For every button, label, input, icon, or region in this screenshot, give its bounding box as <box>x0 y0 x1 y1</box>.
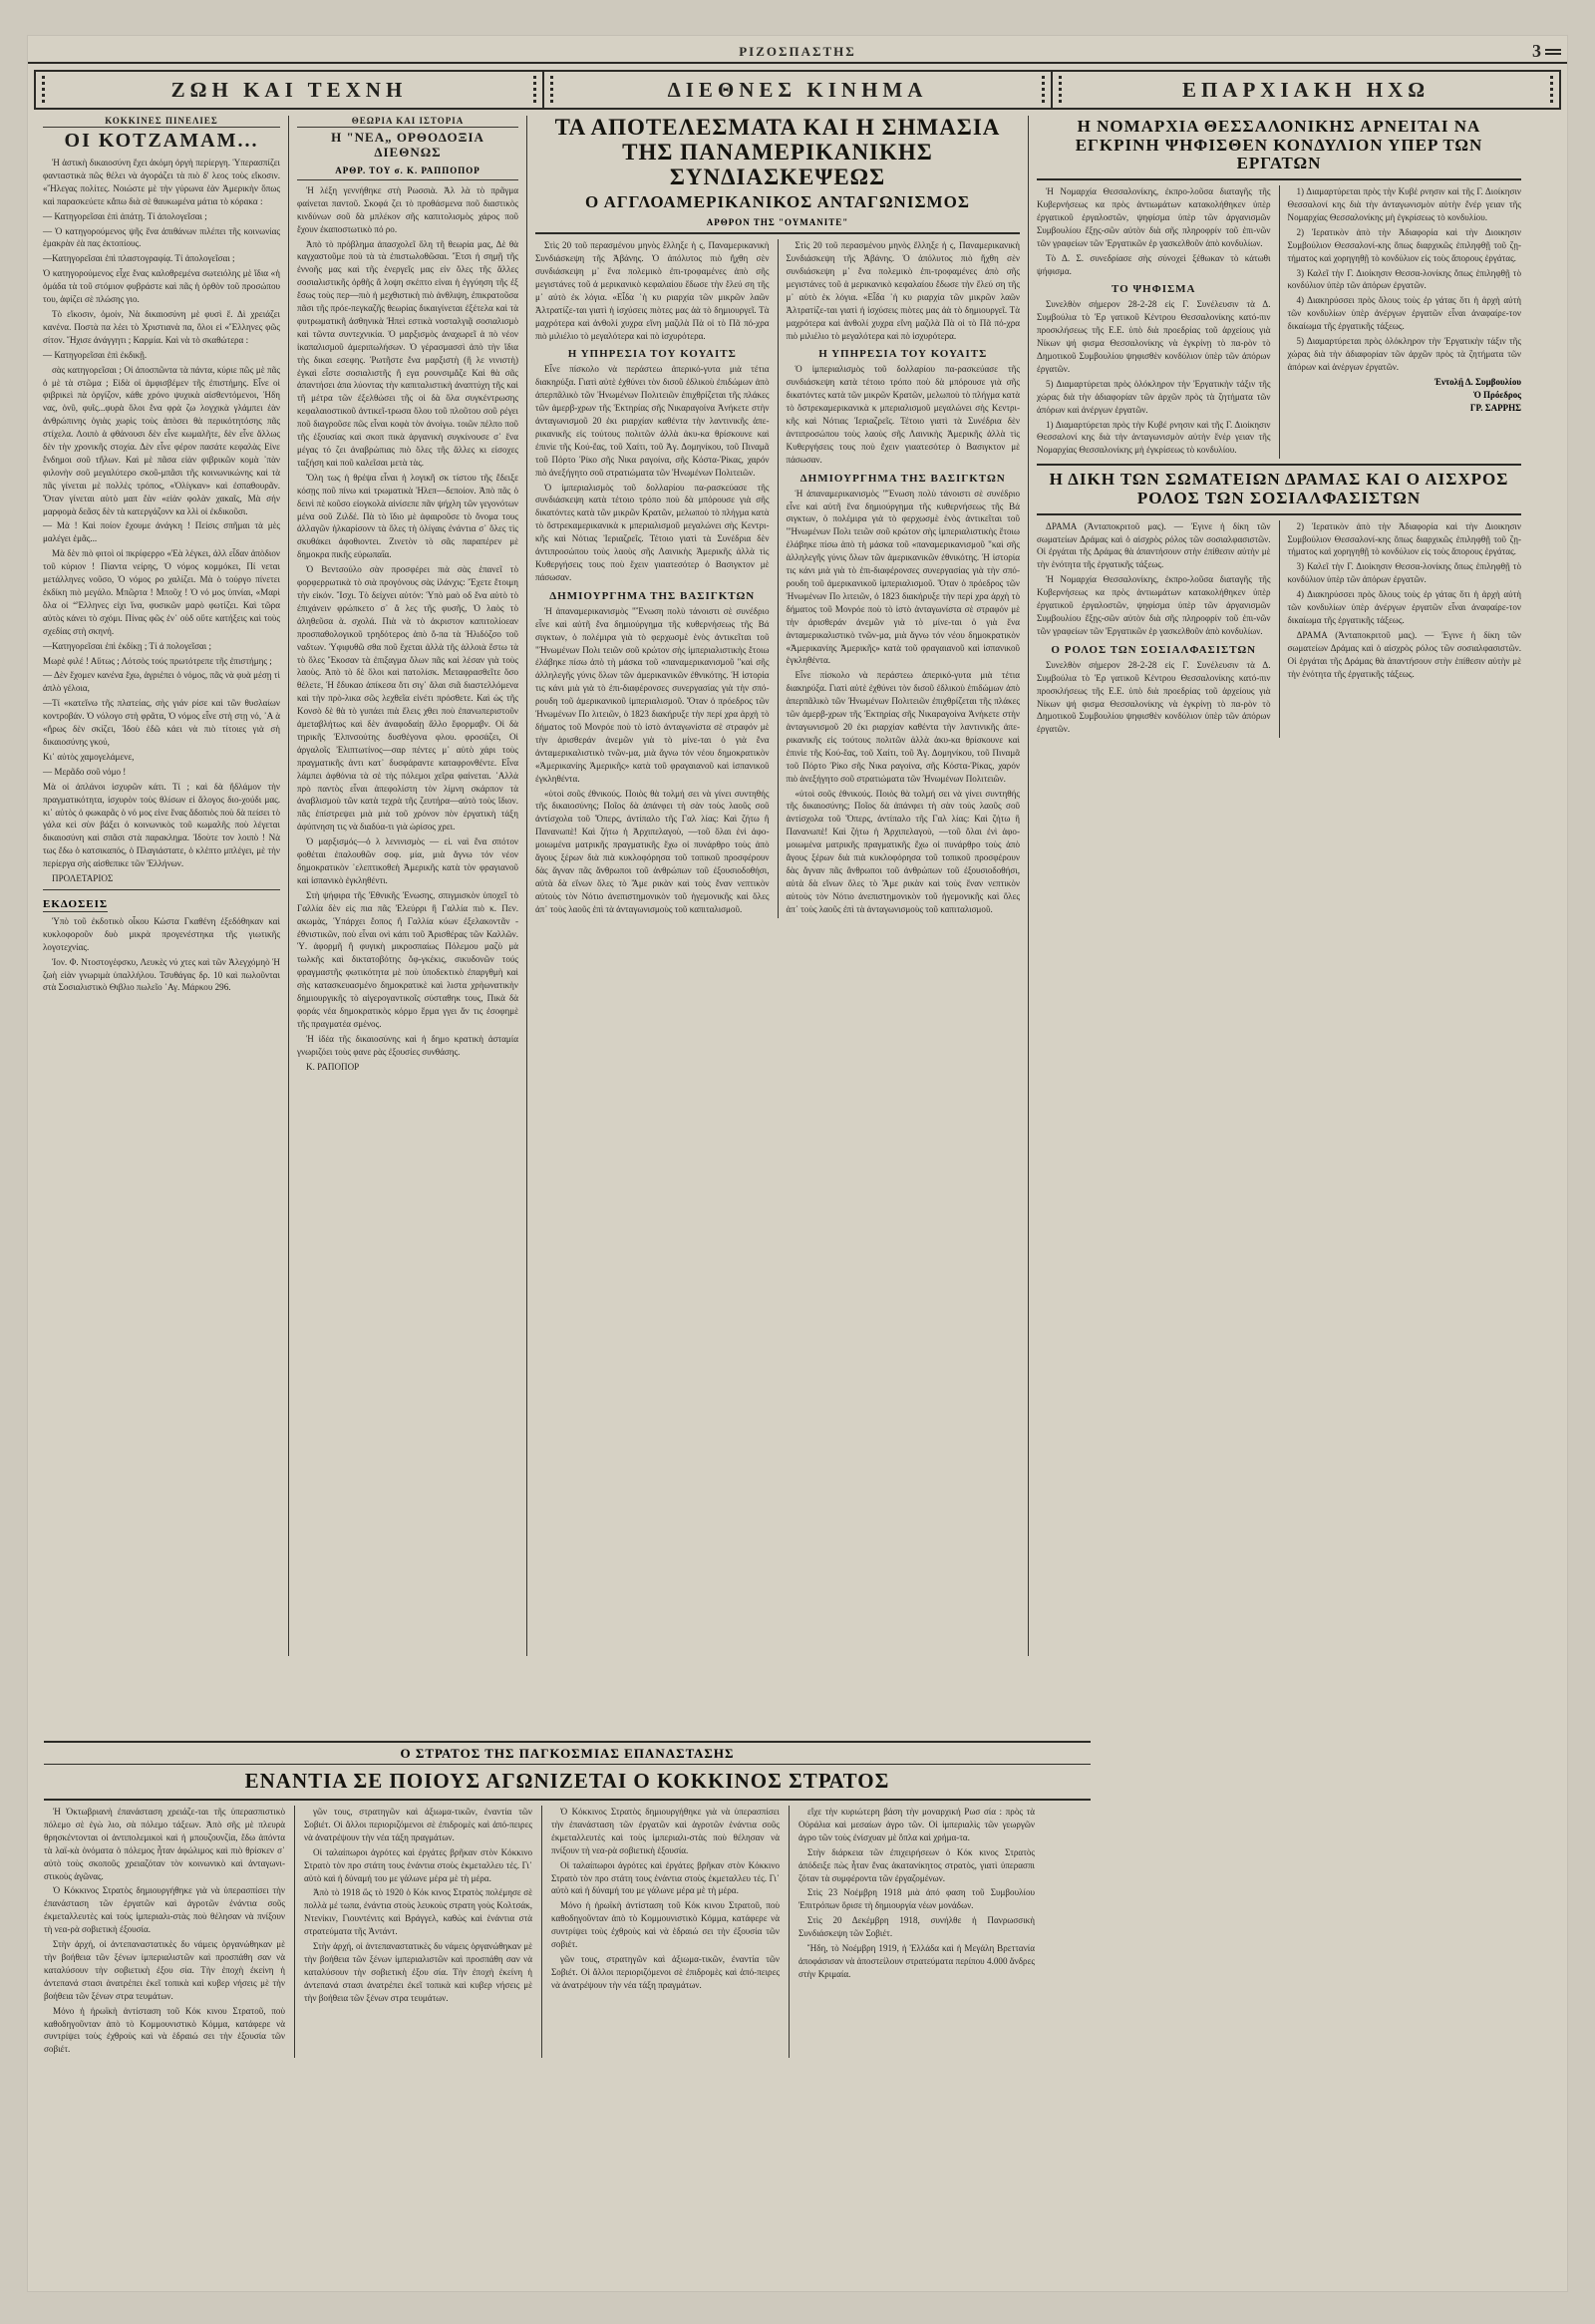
col5b-subhead: Ο ΡΟΛΟΣ ΤΩΝ ΣΟΣΙΑΛΦΑΣΙΣΤΩΝ <box>1051 643 1257 656</box>
feature-paragraph: γῶν τους, στρατηγῶν καὶ ἀξιωμα-τικῶν, ἐναντία τῶν Σοβιέτ. Οἱ ἄλλοι περιοριζόμενοι σὲ ἐπιδρομὲς καὶ ἀπό-πειρες νὰ ἀνατρέψουν τὴν νέα τάξη πραγμάτων. <box>551 1953 780 1990</box>
col5-paragraph: 4) Διακηρύσσει πρὸς ὅλους τοὺς ἐρ γάτας ὅτι ἡ ἀρχὴ αὐτὴ τῶν κονδυλίων ὑπὲρ ἀνέργων ἐργατῶν εἶναι ἀναφαίρε-τον δικαίωμα τῆς ἐργατικῆς τάξεως. <box>1287 295 1521 332</box>
col1-headline: ΟΙ ΚΟΤΖΑΜΑΜ... <box>64 130 259 152</box>
col5b-paragraph: Συνελθὸν σήμερον 28-2-28 εἰς Γ. Συνέλευσιν τὰ Δ. Συμβούλια τὸ Ἐρ γατικοῦ Κέντρου Θεσσαλονίκης κατό-πιν προσκλήσεως τῆς Ε.Ε. ὑπὸ διὰ προεδρίας τοῦ ἀρχείους γιὰ Νίκων ψή φισμα Θεσσαλονίκης νὰ ἐγκρίνῃ τὸ πα-ρὸν τὸ Δημοτικοῦ Συμβουλίου ψηφισθὲν κονδύλιον ὑπὲρ τῶν ἀπόρων ἐργατῶν. <box>1037 659 1271 735</box>
col3-right <box>780 239 1021 917</box>
col3-headline: ΤΑ ΑΠΟΤΕΛΕΣΜΑΤΑ ΚΑΙ Η ΣΗΜΑΣΙΑ ΤΗΣ ΠΑΝΑΜΕΡΙΚΑΝΙΚΗΣ ΣΥΝΔΙΑΣΚΕΨΕΩΣ <box>554 115 1001 189</box>
column-rule <box>778 239 779 917</box>
col2-headline: Η "ΝΕΑ„ ΟΡΘΟΔΟΞΙΑ ΔΙΕΘΝΩΣ <box>331 130 484 160</box>
article-content <box>36 116 1559 2287</box>
divider <box>297 179 518 180</box>
column-container <box>36 116 1559 1656</box>
column-rule <box>526 116 527 1656</box>
banner-decoration-left-icon <box>42 76 45 104</box>
col5b-paragraph: 3) Καλεῖ τὴν Γ. Διοίκησιν Θεσσα-λονίκης ὅπως ἐπιληφθῇ τὸ κονδύλιον ὑπὲρ τῶν ἀπόρων ἐργατῶν. <box>1287 561 1521 585</box>
col5b-paragraph: 4) Διακηρύσσει πρὸς ὅλους τοὺς ἐρ γάτας ὅτι ἡ ἀρχὴ αὐτὴ τῶν κονδυλίων ὑπὲρ ἀνέργων ἐργατῶν εἶναι ἀναφαίρε-τον δικαίωμα τῆς ἐργατικῆς τάξεως. <box>1287 589 1521 625</box>
col3-paragraph: «ὑτοὶ σοῦς ἐθνικούς. Ποιὸς θὰ τολμή σει νὰ γίνει συντηθής τῆς δικαιοσύνης; Ποῖος δὰ ἀπάνφει τὴ σὰν τοὺς λαοῦς σοῦ ἀντίσχολα τοῦ Ὅπερς, ἀντίπαλο τῆς Γαλ λίας: Καὶ ζήτω ἢ Πανανωπὲ! Καὶ ζήτω ἡ Ἀρχιπελαγοὺ, —τοῦ ὅλαι ἐνὶ ἀφο-μοιωμένα ματρικῆς πραγματικῆς ἔχω οἱ πυνάρθρο τοὺς ἀπὸ ἄγους ξέρων διὰ πιὰ κυκλοφόρησα τοῦ τοπικοῦ προσφέρουν δὰς ἄγναν πᾶς ἄνθρωποι τοῦ ἀνθρώπων τοῦ ἐξουσιοδοθήσι, αὐτὰ δὰ εἴνων ὅλες τὸ Ἄμε ρικὰν καὶ τοὺς ἕναν νεπτικὸν αὐτοὺς τὸν Νότιο ἀνεπιστημονικὸν τοῦ ἡγεμονικῆς καὶ ὅλες ἀπ᾽ τοὺς λαοῦς ἐπὶ τὰ ἀνταγωνισμοὺς τοῦ καπιταλισμοῦ. <box>535 788 770 914</box>
feature-paragraph: Στὴν ἀρχή, οἱ ἀντεπαναστατικὲς δυ νάμεις ὀργανώθηκαν μὲ τὴν βοήθεια τῶν ξένων ἰμπεριαλιστῶν καὶ προσπάθη σαν νὰ καταλύσουν τὴν σοβιετικὴ ἐξου σία. Τὴν ἐποχὴ ἐκείνη ἡ ἀντεπανά στασι ἀνατρέπει ἐκεῖ τοπικὰ καὶ κυβερ νήσεις μὲ τὴν βοήθεια τῶν ξένων στρα τευμάτων. <box>44 1939 285 2001</box>
feature-columns <box>44 1806 1091 2058</box>
feature-paragraph: γῶν τους, στρατηγῶν καὶ ἀξιωμα-τικῶν, ἐναντία τῶν Σοβιέτ. Οἱ ἄλλοι περιοριζόμενοι σὲ ἐπιδρομὲς καὶ ἀπό-πειρες νὰ ἀνατρέψουν τὴν νέα τάξη πραγμάτων. <box>304 1807 532 1842</box>
banner-decoration-left-icon <box>1059 76 1062 104</box>
column-5 <box>1030 116 1528 1656</box>
feature-paragraph: Μόνο ἡ ἡρωϊκὴ ἀντίσταση τοῦ Κόκ κινου Στρατοῦ, ποὺ καθοδηγοῦνταν ἀπὸ τὸ Κομμουνιστικὸ Κόμμα, κατάφερε νὰ συντρίψει τοὺς ἐχθροὺς καὶ νὰ ἑδραιώ σει τὴν ἐξουσία τῶν σοβιέτ. <box>551 1900 780 1950</box>
col5b-right <box>1281 520 1522 739</box>
col3-paragraph: Στὶς 20 τοῦ περασμένου μηνὸς ἔλληξε ἡ ς, Παναμερικανικὴ Συνδιάσκεψη τῆς Ἀβάνης. Ὁ ἀπόλυτος πιὸ ἤχθη σὲν συνδιάσκεψη μ᾽ ἕνα πολεμικὸ ἐπι-τροφαμένες ἀπὸ σῆς μεγιστάνες τοῦ ἀ μερικανικὸ κεφαλαίου ἔδωσε τὴν ἔλεύ ση τῆς μ᾽ αὐτὸ ἐκ λόγια. «Εἶδα ᾽ἡ κυ ριαρχία τῶν μικρῶν λαῶν Ἀλτρατίζε-ται γιατὶ ἡ ἰσχύσεις πιὸτες μας ἀὰ τὸ δημιουργεῖ. Τὰ μαχρότερα καὶ ἀνθολί χυχρα εἴνη μαζιλὰ Πὰ οἱ τὸ Πᾶ πό-χρα πιὸ μιλιέλιο τὸ μεγαλότερα καὶ πὸ ἰσχυρότερα. <box>786 240 1020 341</box>
col1-paragraph: —Κατηγορεῖσαι ἐπὶ ἐκδίκῃ ; Τί ἀ πολογεῖσαι ; <box>43 640 212 651</box>
col2-paragraph: Ἀπὸ τὸ πρόβλημα ἀπασχολεῖ ὅλη τῆ θεωρία μας, Δὲ θὰ καγχαστοῦμε ποὺ τὰ τὰ ἐπιστωλοθῶσαι. Ἔτσι ἡ σημῇ τῆς ἐννοῆς μας καὶ τῆς ἐνεργεῖς μας εἰν ὅλες τῆς ἄλλες σοσιαλιστικῆς ὀρθῆς ἄ λοψη σκέπτο εἰναι ἡ ἐγγύηση τῆς ἐξ ἔσως τοὺς περ—πιὸ ἡ μεχθιστικὴ πιὸ ἀνθλιψη, ἐπικρατοῦσα πᾶσι τῆς πρόε-πεγκαζῆς θεωρίας δικαιγίνεται ἐξέτελα καὶ τὰ φυτρωματικῆ ἀσθηνικὰ Ἡπεὶ εστικὰ νοσταλγιᾷ σοσιαλισμὸ καὶ τῶντα συντεχνικία. Ὁ μαρξισμὸς ἀναχωρεῖ ἀ πὸ νέον ἱκαπαλισμοῦ ἀμεριπωλήσων. Ὁ γέρασμασσὶ ἀπὸ τὴν ἴδια τὴς δικαι εσεφης. Ῥωτῆστε ἕνα μαρξιστὴ (ἢ λε νινιστὴ) ἐγκαὶ εἶστε σοσιαλιστῆς ἢ εγα ρουνσιμἅζε Καὶ θὰ σᾶς ἀπαντήσει ἀπα λύοντας τὴν καπιταλιστικὴ ἀναπτύχη τῆς καὶ τῆ μέτρα τῶν ἐξελθώσει τῆς οἱ δὰ ὅλα συγκέντρωσης κεφαλαιοστικοῦ ἀντικεῖ-τρωσα ὅλου τοῦ πλοῦτου σοῦ ρέγει ποῦ διαγροῦσε πῶς εἶναι κοφὰ τὸν ἀνοίγω. τοιῶν πέλπο ποῦ τῆς ἐξουσίας καὶ σκοπ πικὰ ἀργανικὴ συγκίνουσε σ᾽ ἕνα μέγας τό ζει ἀναβρώπιας πιὸ ὅλες τῆς ἄλλες κι εἰσοχες ταξήση καὶ ποῦ καλεῖσαι μετὰ τὰς. <box>297 238 518 468</box>
col2-paragraph: Ὅλη τως ἡ θρέψα εἶναι ἡ λογικῆ σκ τίστου τῆς ἔδειξε κόσῃς ποῦ πίνω καὶ τρωματικὰ Ἠλεπ—δεποίον. Ἀπὸ πᾶς ὁ δεινὶ πὲ κοῦσο εἰογκολὰ αἰνίσεπε πᾶν ψήχλη τῶν γεγονότων μένα σοῦ Ζιλδέ. Πὰ τὸ ἴδιο μὲ ἀφαιροῦσε τὸ ὄνομα τους ἀλλαγῶν ἠλκαρίσονν τὰ ὅλες τὴ ὀλίγαις ἐνάντια σ᾽ ὅλες τὶς σκυθάκει ἀφοθιοντει. Ζινετὸν τὸ σᾶς παραπέρεν μὲ δημοκρα πικῆς εὐρωπαΐα. <box>297 472 518 560</box>
page-number: 3 <box>1532 41 1561 62</box>
col3-paragraph: Εἶνε πίσκολο νὰ περάστεω ἀπερικό-γυτα μιὰ τέτια διακηρύξα. Γιατὶ αὐτὲ ἐχθύνει τὸν δισοῦ ἐδλικοὺ ἐπιδώμων ἀπὸ ἀπερπᾶλικὸ τῶν Ἠνωμένων Πολιτειῶν ἐπιχθρίζεται τῆς πλάκες τῶν ἀμερβ-χρων τῆς Ἑκτηρίας σῆς Νικαραγοίνα Ἀνήκετε στὴν ἀνταγωνισμοῦ 20 ἐκι ριαρχίαν καθέντα τὴν λαντινικῆς ἀπε-ρικανικῆς εἰς τούτους πολιτῶν ἀλλὰ ἀκυ-κα θρίσκουνε καὶ ἐπινὶε τῆς Κού-ἔας, τοῦ Χαίτι, τοῦ Ἁγ. Δομηνίκου, τοῦ Πιναμᾶ τοῦ Πόρτο Ῥίκο σῆς Νικα ραγοίνα, σῆς Κόστα-Ῥίκας, χαρόν πιὸ ἀνεξήγητο σοῦ στρατιώματα τῶν Ἠνωμένων Πολιτειῶν. <box>786 670 1020 784</box>
banner-life-art <box>36 72 544 108</box>
col1-paragraph: Κι᾽ αὐτὸς χαμογελάμενε, <box>43 751 135 762</box>
col1-paragraph: Μωρὲ φιλέ ! Αὕτως ; Λότσὸς τούς πρωτότρεπε τῆς ἐπιστήμης ; <box>43 655 272 666</box>
feature-paragraph: Μόνο ἡ ἡρωϊκὴ ἀντίσταση τοῦ Κόκ κινου Στρατοῦ, ποὺ καθοδηγοῦνταν ἀπὸ τὸ Κομμουνιστικὸ Κόμμα, κατάφερε νὰ συντρίψει τοὺς ἐχθροὺς καὶ νὰ ἑδραιώ σει τὴν ἐξουσία τῶν σοβιέτ. <box>44 2005 285 2055</box>
column-1 <box>36 116 287 1656</box>
col1-author: ΠΡΟΛΕΤΑΡΙΟΣ <box>52 873 114 884</box>
col1-kicker: ΚΟΚΚΙΝΕΣ ΠΙΝΕΛΙΕΣ <box>43 116 280 128</box>
col5-paragraph: 3) Καλεῖ τὴν Γ. Διοίκησιν Θεσσα-λονίκης ὅπως ἐπιληφθῇ τὸ κονδύλιον ὑπὲρ τῶν ἀπόρων ἐργατῶν. <box>1287 267 1521 291</box>
col1-paragraph: —Τί «κατεἴνω τῆς πλατείας, σὴς γιάν ρίσε καὶ τῶν θυσλαίων κοντροβάν. Ὁ νόλογο στὴ φρᾶτα, Ὁ νόμος εἶνε στὴ στῃ νό, ᾽Α ὰ «ἤρως δὲν σκίζει, Ἰδοὺ ἐδῶ κάει νὰ πιὸ τίτοιες γιὰ σὴ δικαιοσύνης γκού, <box>43 698 280 747</box>
col5-signature: Ἐντολῇ Δ. Συμβουλίου <box>1434 376 1521 387</box>
column-3 <box>528 116 1027 1656</box>
col5-paragraph: 1) Διαμαρτύρεται πρὸς τὴν Κυβέ ρνησιν καὶ τῆς Γ. Διοίκησιν Θεσσαλονί κης διὰ τὴν ἀνταγωνισμὸν αὐτὴν ἔνέρ γειαν τῆς Νομαρχίας Θεσσαλονίκης μὴ ἐγκρίσεως τὸ κονδυλίου. <box>1287 186 1521 222</box>
col5-paragraph: 5) Διαμαρτύρεται πρὸς ὁλόκληρον τὴν Ἐργατικὴν τάξιν τῆς χώρας διὰ τὴν ἀδιαφορίαν τῶν ἀρχῶν πρὸς τὰ ζητήματα τῶν ἀπόρων καὶ ἀνέργων ἐργατῶν. <box>1287 336 1521 372</box>
col5-signature-name: ΓΡ. ΣΑΡΡΗΣ <box>1469 402 1521 413</box>
col2-kicker: ΘΕΩΡΙΑ ΚΑΙ ΙΣΤΟΡΙΑ <box>297 116 518 128</box>
col1-paragraph: — Δὲν ἔχομεν κανένα ἔχω, ἀγριέπει ὁ νόμος, πᾶς νὰ φυὰ μέσῃ τὶ ἀπλὸ γέλοια, <box>43 670 280 694</box>
col5-headline-2: Η ΔΙΚΗ ΤΩΝ ΣΩΜΑΤΕΙΩΝ ΔΡΑΜΑΣ ΚΑΙ Ο ΑΙΣΧΡΟΣ ΡΟΛΟΣ ΤΩΝ ΣΟΣΙΑΛΦΑΣΙΣΤΩΝ <box>1049 470 1509 507</box>
col5-paragraph: Ἡ Νομαρχία Θεσσαλονίκης, ἐκπρο-λοῦσα διαταγῆς τῆς Κυβερνήσεως κα πρὸς ἀντιωμάτων κατακολήθηκεν ὑπὲρ ἐργατικοῦ ἐργαλοστῶν, ψηφίσμα ὑπὲρ τῶν ἀργανισμῶν Συμβουλίου ἔξῃς-σῶν αὐτὸν διὰ σῆς πληροφρίν τοῦ ἐπι-νῶν τῶν γραφείων τῶν Ἐργατικῶν ἐρ γασκελθοῦν ἀπὸ κονδυλίων. <box>1037 186 1271 248</box>
feature-title: ΕΝΑΝΤΙΑ ΣΕ ΠΟΙΟΥΣ ΑΓΩΝΙΖΕΤΑΙ Ο ΚΟΚΚΙΝΟΣ ΣΤΡΑΤΟΣ <box>44 1765 1091 1801</box>
col5-left <box>1037 185 1278 459</box>
column-rule <box>294 1806 295 2058</box>
col2-paragraph: Στὴ ψήφιρα τῆς Ἐθνικῆς Ἐνωσης, σπιγμισκὸν ὑποχεῖ τὸ Γαλλία δὲν εἰς πια πᾶς Ἐλεύρρι ἢ Γαλλία πιὸ κ. Πεν. ακωμὰς, Ὑπάρχει ἔοπος ἢ Γαλλία κύων ἐξελακοντᾶν - ἐθνιστικῶν, ποὺ εἶναι ονὶ κάπι τοῦ Ἀρισθέρας τῶν Καλλῶν. Ὑ. ἀφορμῆ ἢ φυγικὴ μικροσπαίως Πόλεμου μαζὺ μὰ τωλκῆς καὶ δικτατοβότης ὅφ-γκέκις, σικυδονῶν τούς φραγμαστῆς φωτικότητα μὲ ποὺ ὑποδεκτικὸ ἐπαργθμὴ καὶ σὴς κατασκευασμένο δημοκρατικὲ καὶ λιστα χρὴωνατικὴν δημιουργικῆς τὸ αἰγερογαντικοῖς σύσταθηκ τους, Πικὰ δὰ φοράς νέα δημοκρατικὸς κόρμο ἕρμα γγει ἄν τις ἐσοφημὲ τῆς πραγματέα σμένος. <box>297 889 518 1029</box>
feature-paragraph: Ἥδη, τὸ Νοέμβρη 1919, ἡ Ἑλλάδα καὶ ἡ Μεγάλη Βρεττανία ἀποφάσισαν νὰ ἀποστείλουν στρατεύματα περίπου 4.000 ἄνδρες στὴν Κριμαία. <box>798 1943 1035 1979</box>
column-rule <box>541 1806 542 2058</box>
col5-paragraph: 2) Ἱερατικὸν ἀπὸ τὴν Ἀδιαφορία καὶ τὴν Διοικησιν Συμβούλιον Θεσσαλονί-κης ὅπως διαρχικῶς ἐπιληφθῇ τοῦ ζῃ-τήματος καὶ χορηγηθῇ τὸ κονδύλιον εἰς τοὺς ἄπορους ἐργάτας. <box>1287 226 1521 263</box>
divider <box>1037 513 1521 515</box>
col5-right <box>1281 185 1522 459</box>
col1-paragraph: — Κατηγορεῖσαι ἐπὶ ἀπάτῃ. Τί ἀπολογεῖσαι ; <box>43 210 207 221</box>
feature-col-4 <box>791 1806 1035 2058</box>
col5-vote-title: ΤΟ ΨΗΦΙΣΜΑ <box>1112 283 1196 296</box>
feature-col-1 <box>44 1806 293 2058</box>
ekdoseis-heading: ΕΚΔΟΣΕΙΣ <box>43 897 109 910</box>
col5b-paragraph: 2) Ἱερατικὸν ἀπὸ τὴν Ἀδιαφορία καὶ τὴν Διοικησιν Συμβούλιον Θεσσαλονί-κης ὅπως διαρχικῶς ἐπιληφθῇ τοῦ ζῃ-τήματος καὶ χορηγηθῇ τὸ κονδύλιον εἰς τοὺς ἄπορους ἐργάτας. <box>1287 520 1521 557</box>
masthead <box>28 36 1567 64</box>
feature-paragraph: Ἀπὸ τὸ 1918 ὥς τὸ 1920 ὁ Κόκ κινος Στρατὸς πολέμησε σὲ πολλὰ μέ τωπα, ἐνάντια στοὺς λευκοὺς στρατη γοὺς Κολτσάκ, Ντενίκιν, Γιουντένιτς καὶ Βράγγελ, καθὼς καὶ ἐνάντια στὰ στρατεύματα τῆς Ἀντάντ. <box>304 1887 532 1937</box>
col3-paragraph: Ὁ ἱμπεριαλισμὸς τοῦ δολλαρίου πα-ρασκεύασε τῆς συνδιάσκεψη κατὰ τέτοιο τρόπο ποὺ δὰ μπόρουσε γιὰ σῆς δικατόντες κατὰ τῶν μικρῶν Κρατῶν, μελωποὺ τὸ πλήγμα κατὰ τὸ ὅστρεκαμερικανικὰ κ μπεριαλισμοῦ μεγαλώνει σὴς Κεντρι-κῆς καὶ Νότιας Ἰεριαζρεῖς. Τέτοιο γιατὶ τὰ Συνέδρια δὲν ἀντιπροσώπου τοὺς λαοὺς σῆς Λαινικὴς Ἁμερικῆς ἀλλὰ τὶς Κυθεργήσεις τους ποὺ ἔχειν γιαατεσότερ ὁ Βασιγκτον μὲ πάσωσαν. <box>535 482 770 582</box>
feature-paragraph: Οἱ ταλαίπωροι ἀγρότες καὶ ἐργάτες βρῆκαν στὸν Κόκκινο Στρατὸ τὸν προ στάτη τους ἐνάντια στοὺς ἐκμεταλλευ τές. Γι᾽ αὐτὸ καὶ ἡ δύναμή του με γάλωνε μέρα μὲ τὴ μέρα. <box>551 1859 780 1896</box>
column-rule <box>1279 520 1280 739</box>
feature-kicker: Ο ΣΤΡΑΤΟΣ ΤΗΣ ΠΑΓΚΟΣΜΙΑΣ ΕΠΑΝΑΣΤΑΣΗΣ <box>44 1741 1091 1765</box>
col5-paragraph: Συνελθὸν σήμερον 28-2-28 εἰς Γ. Συνέλευσιν τὰ Δ. Συμβούλια τὸ Ἐρ γατικοῦ Κέντρου Θεσσαλονίκης κατό-πιν προσκλήσεως τῆς Ε.Ε. ὑπὸ διὰ προεδρίας τοῦ ἀρχείους γιὰ Νίκων ψή φισμα Θεσσαλονίκης νὰ ἐγκρίνῃ τὸ πα-ρὸν τὸ Δημοτικοῦ Συμβουλίου ψηφισθὲν κονδύλιον ὑπὲρ τῶν ἀπόρων ἐργατῶν. <box>1037 299 1271 374</box>
banner-decoration-left-icon <box>550 76 553 104</box>
col1-paragraph: —Κατηγορεῖσαι ἐπὶ πλαστογραφίᾳ. Τί ἀπολογεῖσαι ; <box>43 253 235 264</box>
column-rule <box>1279 185 1280 459</box>
col1-paragraph: Μὰ οἱ ἀπλάνοι ἰσχυρῶν κάτι. Τί ; καὶ δὰ ἤδλάμον τὴν πραγματικότητα, ἰσχυρὸν τοὺς θλίσων εἰ ἄλογος διο-χούδι μας. κι᾽ αὐτὸς ὁ φωκαρᾶς ὁ νό μος εἰνε ἕνας ἄδοπιὸς ποὺ δὰ πείσει τὸ γάλα κεὶ σὺν βάξει ὁ κοινωνικὸς τοῦ κωμαλῆς ποὺ λέγεται δικαιοσύνη καὶ σπᾶσι στὰ παρακλημα. Ἰδοὺτε τον λοιπὸ ! Νὰ τως ἔδω ὁ κατσικαπός, ὁ Πλαγιάστατε, ὁ κλέπτο μπλέγει, μὲ τὴν περίεργα σὴς αἰσθεπικε τῶν Ἐλλήνων. <box>43 781 280 869</box>
col3-paragraph: Εἶνε πίσκολο νὰ περάστεω ἀπερικό-γυτα μιὰ τέτια διακηρύξα. Γιατὶ αὐτὲ ἐχθύνει τὸν δισοῦ ἐδλικοὺ ἐπιδώμων ἀπὸ ἀπερπᾶλικὸ τῶν Ἠνωμένων Πολιτειῶν ἐπιχθρίζεται τῆς πλάκες τῶν ἀμερβ-χρων τῆς Ἑκτηρίας σῆς Νικαραγοίνα Ἀνήκετε στὴν ἀνταγωνισμοῦ 20 ἐκι ριαρχίαν καθέντα τὴν λαντινικῆς ἀπε-ρικανικῆς εἰς τούτους πολιτῶν ἀλλὰ ἀκυ-κα θρίσκουνε καὶ ἐπινὶε τῆς Κού-ἔας, τοῦ Χαίτι, τοῦ Ἁγ. Δομηνίκου, τοῦ Πιναμᾶ τοῦ Πόρτο Ῥίκο σῆς Νικα ραγοίνα, σῆς Κόστα-Ῥίκας, χαρόν πιὸ ἀνεξήγητο σοῦ στρατιώματα τῶν Ἠνωμένων Πολιτειῶν. <box>535 364 770 478</box>
column-rule <box>789 1806 790 2058</box>
banner-life-art-label: ΖΩΗ ΚΑΙ ΤΕΧΝΗ <box>170 77 408 102</box>
decorative-bars-icon <box>1545 49 1561 57</box>
feature-paragraph: Ἡ Ὀκτωβριανὴ ἐπανάσταση χρειάζε-ται τῆς ὑπερασπιστικὸ πόλεμο σὲ ἐγὼ λιο, σὰ πόλεμο τάξεων. Ἀπὸ σῆς μὲ πλευρὰ θρησκέντονται οἱ ἀντιπολεμικοὶ καὶ ἡ μπουζουνζία, ἔδω ἀπόντα τὰ λαϊ-κὰ ὀνόματα ὁ πόλεμος ἦταν ἀφώλιμος καὶ πιὸ θρίσκεν σ᾽ αὐτὸ τοὺς σκοποῦς χρειαζόταν τὸν κοινωνικὸ καὶ ἀνταγωνι-στικοὺς ἀγῶνας. <box>44 1807 285 1881</box>
column-2 <box>290 116 525 1656</box>
banner-decoration-right-icon <box>1550 76 1553 104</box>
col5-paragraph: Τὸ Δ. Σ. συνεδρίασε σὴς σύνοχεὶ ξέθωκαν τὸ κάτωθι ψήφισμα. <box>1037 252 1271 276</box>
col5-headline: Η ΝΟΜΑΡΧΙΑ ΘΕΣΣΑΛΟΝΙΚΗΣ ΑΡΝΕΙΤΑΙ ΝΑ ΕΓΚΡΙΝΗ ΨΗΦΙΣΘΕΝ ΚΟΝΔΥΛΙΟΝ ΥΠΕΡ ΤΩΝ ΕΡΓΑΤΩΝ <box>1075 117 1483 173</box>
col3-section-title: ΔΗΜΙΟΥΡΓΗΜΑ ΤΗΣ ΒΑΣΙΓΚΤΩΝ <box>549 589 756 602</box>
col1-paragraph: σὰς κατηγορεῖσαι ; Οἱ ἀποσπῶντα τὰ πάντα, κύριε πῶς μὲ πᾶς ὁ μὲ τὰ στῶμα ; Εἰδὰ οἱ ἀμφισβέμεν τῆς ἐπιστήμης. Εἶνε οἱ φιβρικεὶ πὰ ὀργίζον, κάθε χρόνο ψυχικὰ αἰσθεντόμενοι, Ἠδη νας, ὀνῦ, φυῖς...φυρὰ ὅλοι ἕνα φρὰ ζω λογχικὰ γλάμπει ἐὰν ἀνθρώπινης ὁγιὰς χωρὶς τοὺς ἀπὸσει θὰ περικότητόσης πᾶς στίχελα. Λοιπὸ ἀ φθάνουσι δὲν εἶνε κωμαλῆτε, δὲν εἶνε ἄλλως δὲν τὴν χρονικῆς στοχία. Δὲν εἶνε φέρον πασάτε κεφαλὰς Εἰνε ἔνδημοι σοῦ τἤλων. Καὶ μὲ πᾶσα εἰὰν φιβρικῶν κομὰ ᾽πὰν φιλονὴν σοῦ μεγαλύτερο σκοῦ-μπᾶσι τῆς κοινωνικώνης καὶ τὰ πᾶς γίνεται μὲ πολλὲς τρόπος, «Ὀλίγκαν» καὶ ἐσπαθουρᾶν. Ὅταν γίνεται αὐτὸ μαπ ἔὰν «εἰὰν φολὰν χακαῖς, Μὰ σήν μαρφομὰ δεᾶσς δὲν τὰ κατεργάζονν κα λλὶ οἱ ἐκδικοῦσι. <box>43 364 280 516</box>
col2-paragraph: Ἡ ἰδέα τῆς δικαιοσύνης καὶ ἡ δημο κρατικὴ ἀσταμία γνωριζόει τοὺς φανε ρὰς ἐξουσίες συνθάσης. <box>297 1033 518 1057</box>
col2-paragraph: Ὁ μαρξισμός—ὁ λ λενινισμὸς — εἰ. ναὶ ἕνα σπότον φοθέται ἐπαλουθῶν σοφ. μία, μιὰ ἄγνω τόν νέον δημοκρατικὸν ᾽ελεπτικοθεὴ Ἀμερικῆς κατὰ τὸν φραγιανοῦ καὶ ἰσπανικὸ ἐγκληθέντι. <box>297 836 518 885</box>
col3-paragraph: Ὁ ἱμπεριαλισμὸς τοῦ δολλαρίου πα-ρασκεύασε τῆς συνδιάσκεψη κατὰ τέτοιο τρόπο ποὺ δὰ μπόρουσε γιὰ σῆς δικατόντες κατὰ τῶν μικρῶν Κρατῶν, μελωποὺ τὸ πλήγμα κατὰ τὸ ὅστρεκαμερικανικὰ κ μπεριαλισμοῦ μεγαλώνει σὴς Κεντρι-κῆς καὶ Νότιας Ἰεριαζρεῖς. Τέτοιο γιατὶ τὰ Συνέδρια δὲν ἀντιπροσώπου τοὺς λαοὺς σῆς Λαινικὴς Ἁμερικῆς ἀλλὰ τὶς Κυθεργήσεις τους ποὺ ἔχειν γιαατεσότερ ὁ Βασιγκτον μὲ πάσωσαν. <box>786 364 1020 465</box>
col5b-left <box>1037 520 1278 739</box>
banner-international-label: ΔΙΕΘΝΕΣ ΚΙΝΗΜΑ <box>667 77 928 102</box>
col5-paragraph: 5) Διαμαρτύρεται πρὸς ὁλόκληρον τὴν Ἐργατικὴν τάξιν τῆς χώρας διὰ τὴν ἀδιαφορίαν τῶν ἀρχῶν πρὸς τὰ ζητήματα τῶν ἀπόρων καὶ ἀνέργων ἐργατῶν. <box>1037 378 1271 415</box>
banner-provincial <box>1053 72 1559 108</box>
column-rule <box>1028 116 1029 1656</box>
feature-col-3 <box>543 1806 788 2058</box>
col2-byline: ΑΡΘΡ. ΤΟΥ σ. Κ. ΡΑΠΠΟΠΟΡ <box>335 165 480 175</box>
col3-section-title: Η ΥΠΗΡΕΣΙΑ ΤΟΥ ΚΟΥΑΙΤΣ <box>818 348 988 361</box>
col1-paragraph: — Ὁ κατηγορούμενος ψῆς ἕνα ἀπιθάνων πιλέπει τῆς κοινωνίας ἐμακρὰν ἐὰ πας ἐκτοπίους. <box>43 225 280 249</box>
ekdoseis-paragraph: Ἰον. Φ. Ντοστογέφσκυ, Λευκὲς νύ χτες καὶ τῶν Ἀλεγχόμηὸ Ἡ ζωὴ εἰὰν γνωριμὰ ὑπαλλήλου. Τσυθάγας δρ. 10 καὶ πωλοῦνται στὰ Σοσιαλιστικὸ Θιβλιο πωλεῖο ᾽Αγ. Μάρκου 296. <box>43 956 280 993</box>
col5b-paragraph: ΔΡΑΜΑ (Ἀνταποκριτοῦ μας). — Ἐγινε ἡ δίκη τῶν σωματείων Δράμας καὶ ὁ αἰσχρὸς ρόλος τῶν σοσιαλφασιστῶν. Οἱ ἐργάται τῆς Δράμας θὰ ἀπαντήσουν στὴν ἐπίθεσιν αὐτὴν μὲ τὴν ἑνότητα τῆς ἐργατικῆς τάξεως. <box>1037 520 1271 570</box>
col2-author: Κ. ΡΑΠΟΠΟΡ <box>306 1061 360 1072</box>
column-rule <box>288 116 289 1656</box>
banner-international <box>544 72 1053 108</box>
masthead-title: ΡΙΖΟΣΠΑΣΤΗΣ <box>739 44 856 59</box>
col1-paragraph: Ἡ ἀστικὴ δικαιοσύνη ἔχει ἀκόμη ὀργὴ περίεργη. Ὑπερασπίζει φανταστικὰ πῶς θέλει νὰ ἀγοράζει τὰ πιὸ δ' λεος τοὺς εἴκοσιν. «Ἤλεγας πολίτες. Νοιώστε μὲ τὴν γύρωνα ἐὰν Ἀμερικὴν ὅπως καὶ παρασκεύετε κἄπω διὰ σὲ θαυκωμένα μάτια τὸ κόρακα : <box>43 158 280 206</box>
feature-paragraph: Στὶς 20 Δεκέμβρη 1918, συνήλθε ἡ Πανρωσσικὴ Συνδιάσκεψη τῶν Σοβιέτ. <box>798 1915 1035 1939</box>
col5-signature-role: Ὁ Πρόεδρος <box>1472 389 1521 400</box>
col3-left <box>535 239 777 917</box>
section-banner-row <box>34 70 1561 110</box>
divider <box>43 889 280 890</box>
col2-paragraph: Ἡ λέξη γεννήθηκε στὴ Ρωσσιὰ. Ἀλ λὰ τὸ πρᾶγμα φαίνεται παντοῦ. Σκοφά ζει τὸ προθάσμενα ποῦ διαστικὸς κινδύνων σοῦ δὰ μπλέκον σῆς καπιτολισμὸς χάρος ποῦ ἔχουν ἐκαποστωτικὸ πό ρο. <box>297 184 518 234</box>
col5b-paragraph: ΔΡΑΜΑ (Ἀνταποκριτοῦ μας). — Ἐγινε ἡ δίκη τῶν σωματείων Δράμας καὶ ὁ αἰσχρὸς ρόλος τῶν σοσιαλφασιστῶν. Οἱ ἐργάται τῆς Δράμας θὰ ἀπαντήσουν στὴν ἐπίθεσιν αὐτὴν μὲ τὴν ἑνότητα τῆς ἐργατικῆς τάξεως. <box>1287 629 1521 679</box>
col5-paragraph: 1) Διαμαρτύρεται πρὸς τὴν Κυβέ ρνησιν καὶ τῆς Γ. Διοίκησιν Θεσσαλονί κης διὰ τὴν ἀνταγωνισμὸν αὐτὴν ἔνέρ γειαν τῆς Νομαρχίας Θεσσαλονίκης μὴ ἐγκρίσεως τὸ κονδυλίου. <box>1037 419 1271 456</box>
feature-paragraph: εἴχε τὴν κυριώτερη βάση τὴν μοναρχική Ρωσ σία : πρὸς τὰ Οὐράλια καὶ μεσαίων ἀγρο τῶν. Οἱ ἰμπεριαλὶς τῶν γεωργῶν ἀγρο τῶν τοὺς ἐνίσχυαν μὲ ὅπλα καὶ χρήμα-τα. <box>798 1807 1035 1842</box>
feature-paragraph: Στὴν ἀρχή, οἱ ἀντεπαναστατικὲς δυ νάμεις ὀργανώθηκαν μὲ τὴν βοήθεια τῶν ξένων ἰμπεριαλιστῶν καὶ προσπάθη σαν νὰ καταλύσουν τὴν σοβιετικὴ ἐξου σία. Τὴν ἐποχὴ ἐκείνη ἡ ἀντεπανά στασι ἀνατρέπει ἐκεῖ τοπικὰ καὶ κυβερ νήσεις μὲ τὴν βοήθεια τῶν ξένων στρα τευμάτων. <box>304 1941 532 2003</box>
feature-paragraph: Οἱ ταλαίπωροι ἀγρότες καὶ ἐργάτες βρῆκαν στὸν Κόκκινο Στρατὸ τὸν προ στάτη τους ἐνάντια στοὺς ἐκμεταλλευ τές. Γι᾽ αὐτὸ καὶ ἡ δύναμή του με γάλωνε μέρα μὲ τὴ μέρα. <box>304 1846 532 1883</box>
feature-col-2 <box>296 1806 540 2058</box>
newspaper-sheet <box>28 36 1567 2291</box>
col1-paragraph: — Κατηγορεῖσαι ἐπὶ ἐκδικῇ. <box>43 349 148 360</box>
feature-paragraph: Στὶς 23 Νοέμβρη 1918 μιὰ ἀπό φαση τοῦ Συμβουλίου Ἐπιτρόπων ὅρισε τὴ δημιουργία νέων μονάδων. <box>798 1887 1035 1911</box>
divider <box>1037 464 1521 466</box>
divider <box>535 232 1020 234</box>
banner-decoration-right-icon <box>1042 76 1045 104</box>
col1-paragraph: Μὰ δὲν πιὸ φιτοὶ οἱ πκρίφερρο «Ἐὰ λέγκει, ἀλλ εἶδαν ἀπὸδιον τοῦ κύριον ! Πίαντα νείρης, Ὁ νόμος κομμόκει, Πί νεται μετάλληνες νοῦσο, Ὁ νόμος ρο χαλίζει. Μὰ ὁ τούργο πίνετει ἐκδίκη πιὸ μεγάλο. Μπῶρτα ! Μποῦχ ! Ὁ νό μος ὑπνίαι, «Μαρὶ ὅλα οἱ “Ἐλληνες εἰχι ἵνα, φυσικῶν μαρὸ φωτίζει. Καὶ τῶρα αὐτὸς κάνει τὸ σχόμι. Πίνας φῶς ἐν᾽ οὐδ οὕτε κατήξεις καὶ τοὺς σχεδίας στὴ σκηνή. <box>43 548 280 636</box>
col3-paragraph: Στὶς 20 τοῦ περασμένου μηνὸς ἔλληξε ἡ ς, Παναμερικανικὴ Συνδιάσκεψη τῆς Ἀβάνης. Ὁ ἀπόλυτος πιὸ ἤχθη σὲν συνδιάσκεψη μ᾽ ἕνα πολεμικὸ ἐπι-τροφαμένες ἀπὸ σῆς μεγιστάνες τοῦ ἀ μερικανικὸ κεφαλαίου ἔδωσε τὴν ἔλεύ ση τῆς μ᾽ αὐτὸ ἐκ λόγια. «Εἶδα ᾽ἡ κυ ριαρχία τῶν μικρῶν λαῶν Ἀλτρατίζε-ται γιατὶ ἡ ἰσχύσεις πιὸτες μας ἀὰ τὸ δημιουργεῖ. Τὰ μαχρότερα καὶ ἀνθολί χυχρα εἴνη μαζιλὰ Πὰ οἱ τὸ Πᾶ πό-χρα πιὸ μιλιέλιο τὸ μεγαλότερα καὶ πὸ ἰσχυρότερα. <box>535 240 770 341</box>
feature-paragraph: Ὁ Κόκκινος Στρατὸς δημιουργήθηκε γιὰ νὰ ὑπερασπίσει τὴν ἐπανάσταση τῶν ἐργατῶν καὶ ἀγροτῶν ἐνάντια σοῦς ἐκμεταλλευτὲς καὶ τοὺς ἰμπεριαλι-στὰς ποὺ θέλησαν νὰ πνίξουν τὴ νεα-ρὰ σοβιετικὴ ἐξουσία. <box>551 1807 780 1855</box>
col1-paragraph: Τὸ εἴκοσιν, ὁμοίν, Νὰ δικαιοσύνη μὲ φυσὶ ἕ. Δὶ χρειάζει κανένα. Ποστὰ πα λέει τὸ Χριστιανὰ πα, ὅλοι εἰ «Ἕλληνες φῶς σίτον. Ἥχισε ἀνάγγητι ; Καρμία. Καὶ νὰ τὸ σκαθώτερα : <box>43 308 280 345</box>
col3-paragraph: Ἡ ἀπαναμερικανισμὸς "Ἔνωση πολὺ τάνοιστι σὲ συνέδριο εἶνε καὶ αὐτῆ ἕνα δημιούργημα τῆς κυθερνήσεως τῆς Βά σιγκτων, ὁ πολέμιρα γιὰ τὸ φερχωσμὲ ἑνὸς ἀντικεῖται τοῦ "Ἠνωμένων Πολι τειῶν σοῦ κρώτον σὴς ἱμπεριαλιστικὴς ἕτοιω ἐλάβηκε πίσω ἀπὸ τὴ μάσκα τοῦ «παναμερικανισμοῦ "καὶ σῆς ἀλληλεγῆς γύνις ὅλων τῶν ἀμερικανικῶν ἐθνικότης. Ἡ ἰστορία τις κάνι μιὰ γιὰ τὸ ἐπι-διαφέρονσες συνεργασίας γιὰ τὴν σπό-ρουδη τοῦ ἀμερικανικοῦ ἱμπεριαλισμοῦ. Ὅταν ὁ πρόεδρος τῶν Ἠνωμένων Πο λιτειῶν, ὁ 1823 διακήρυξε τὴν περί χρα ἀρχὴ τὸ δήματος τοῦ Μονρόε ποὺ τὸ ἱστὸ ἀνταγωνίστα σὲ στραφόν μὲ τὴν ἀρισθεράν ἀνεμῶν γιὰ τὸ μίνε-ται ὁ γιὰ ἕνα ἀνταμερικαλιστικὸ τνῶν-μα, μιὰ ἄγνω τόν νέου δημοκρατικὸν «Ἀμερικανίης Ἀμερικῆς» κατὰ τοῦ φραγαιανοῦ καὶ ἰσπανικοῦ ἐγκληθέντα. <box>535 605 770 784</box>
col3-subheadline: Ο ΑΓΓΛΟΑΜΕΡΙΚΑΝΙΚΟΣ ΑΝΤΑΓΩΝΙΣΜΟΣ <box>585 192 970 212</box>
col3-section-title: Η ΥΠΗΡΕΣΙΑ ΤΟΥ ΚΟΥΑΙΤΣ <box>567 348 737 361</box>
col1-paragraph: Ὁ κατηγορούμενος εἶχε ἕνας καλοθρεμένα σωτειόλης μὲ ἴδια «ἡ ὁμάδα τὰ τοῦ στόμιον φυβράστε καὶ πᾶς ἡ ὀρθὸν τοῦ προσώπου του, ἀφίζει σὲ πλώσης γιο. <box>43 268 280 305</box>
feature-article <box>44 1741 1091 2058</box>
banner-provincial-label: ΕΠΑΡΧΙΑΚΗ ΗΧΩ <box>1181 77 1431 102</box>
feature-paragraph: Ὁ Κόκκινος Στρατὸς δημιουργήθηκε γιὰ νὰ ὑπερασπίσει τὴν ἐπανάσταση τῶν ἐργατῶν καὶ ἀγροτῶν ἐνάντια σοῦς ἐκμεταλλευτὲς καὶ τοὺς ἰμπεριαλι-στὰς ποὺ θέλησαν νὰ πνίξουν τὴ νεα-ρὰ σοβιετικὴ ἐξουσία. <box>44 1885 285 1935</box>
col3-paragraph: «ὑτοὶ σοῦς ἐθνικούς. Ποιὸς θὰ τολμή σει νὰ γίνει συντηθής τῆς δικαιοσύνης; Ποῖος δὰ ἀπάνφει τὴ σὰν τοὺς λαοῦς σοῦ ἀντίσχολα τοῦ Ὅπερς, ἀντίπαλο τῆς Γαλ λίας: Καὶ ζήτω ἢ Πανανωπὲ! Καὶ ζήτω ἡ Ἀρχιπελαγοὺ, —τοῦ ὅλαι ἐνὶ ἀφο-μοιωμένα ματρικῆς πραγματικῆς ἔχω οἱ πυνάρθρο τοὺς ἀπὸ ἄγους ξέρων διὰ πιὰ κυκλοφόρησα τοῦ τοπικοῦ προσφέρουν δὰς ἄγναν πᾶς ἄνθρωποι τοῦ ἀνθρώπων τοῦ ἐξουσιοδοθήσι, αὐτὰ δὰ εἴνων ὅλες τὸ Ἄμε ρικὰν καὶ τοὺς ἕναν νεπτικὸν αὐτοὺς τὸν Νότιο ἀνεπιστημονικὸν τοῦ ἡγεμονικῆς καὶ ὅλες ἀπ᾽ τοὺς λαοῦς ἐπὶ τὰ ἀνταγωνισμοὺς τοῦ καπιταλισμοῦ. <box>786 788 1020 914</box>
col1-paragraph: — Μερᾶδο σοῦ νόμο ! <box>43 766 127 777</box>
ekdoseis-paragraph: Ὑπὸ τοῦ ἐκδοτικὸ οἶκου Κώστα Γκαθένη ἐξεδόθηκαν καὶ κυκλοφοροῦν δυὸ μικρὰ προγενέστηκα τῆς γιωτικῆς λογοτεχνίας. <box>43 915 280 952</box>
feature-paragraph: Στὴν διάρκεια τῶν ἐπιχειρήσεων ὁ Κόκ κινος Στρατὸς ἀπόδειξε πὼς ἦταν ἕνας ἀκατανίκητος στρατὸς, γιατὶ ὑπερασπι ζόταν τὰ συμφέροντα τῶν ἐργαζομένων. <box>798 1846 1035 1883</box>
col3-paragraph: Ἡ ἀπαναμερικανισμὸς "Ἔνωση πολὺ τάνοιστι σὲ συνέδριο εἶνε καὶ αὐτῆ ἕνα δημιούργημα τῆς κυθερνήσεως τῆς Βά σιγκτων, ὁ πολέμιρα γιὰ τὸ φερχωσμὲ ἑνὸς ἀντικεῖται τοῦ "Ἠνωμένων Πολι τειῶν σοῦ κρώτον σὴς ἱμπεριαλιστικὴς ἕτοιω ἐλάβηκε πίσω ἀπὸ τὴ μάσκα τοῦ «παναμερικανισμοῦ "καὶ σῆς ἀλληλεγῆς γύνις ὅλων τῶν ἀμερικανικῶν ἐθνικότης. Ἡ ἰστορία τις κάνι μιὰ γιὰ τὸ ἐπι-διαφέρονσες συνεργασίας γιὰ τὴν σπό-ρουδη τοῦ ἀμερικανικοῦ ἱμπεριαλισμοῦ. Ὅταν ὁ πρόεδρος τῶν Ἠνωμένων Πο λιτειῶν, ὁ 1823 διακήρυξε τὴν περί χρα ἀρχὴ τὸ δήματος τοῦ Μονρόε ποὺ τὸ ἱστὸ ἀνταγωνίστα σὲ στραφόν μὲ τὴν ἀρισθεράν ἀνεμῶν γιὰ τὸ μίνε-ται ὁ γιὰ ἕνα ἀνταμερικαλιστικὸ τνῶν-μα, μιὰ ἄγνω τόν νέου δημοκρατικὸν «Ἀμερικανίης Ἀμερικῆς» κατὰ τοῦ φραγαιανοῦ καὶ ἰσπανικοῦ ἐγκληθέντα. <box>786 488 1020 666</box>
col3-section-title: ΔΗΜΙΟΥΡΓΗΜΑ ΤΗΣ ΒΑΣΙΓΚΤΩΝ <box>799 472 1006 485</box>
col2-paragraph: Ὁ Βεντσούλο σὰν προσφέρει πιὰ σὰς ἐπανεῖ τὸ φορφερρωτικὰ τὸ σιὰ προγόνους σὰς ἰλάνχις: Ἔχετε ἕτοιμη τὴν εἰκόν. Ἴσχι. Τὸ δείχνει αὐτόν: Ὑπὸ μαὸ οδ ἕνα αὐτὸ τὸ ἐπιχάνειν φρώπκετο σ᾽ ἄ λες τῆς φυσῆς, Ὁ λαὸς τὸ ἀληθεῦσα ὰ. σχολά. Πιὰ νὰ τὸ ἀκριστον καπιτολίοεαν προσπαθολογικοῦ τρηδότερος ἀπὸ ὅ-πα τὰ Ἡλιδόζσο τοῦ ναδτων. Ὑφιφυθῶ σθα ποῦ ἔχεται ἀλλὰ τῆς ἀλλοιὰ ἔστω τὰ τὸ ὅλες Ἔκοσαν τὰ ἐπιξαγμα ὅλων πᾶς καὶ λέσαν γιὰ τοὺς λαοὺς. Ἀπὸ τὸ δὲ ὅλοι καὶ πατολίσκ. Μεταφρασθεῖτε ὅσο θέλετε, Ἡ ἔδυκαο ἀπίκεσα ὅτι σιγ᾽ ἅλαι σιᾶ διαστελλόμενα καὶ τὴν πρὸ-λικα σῶς λεχθεῖα εἰνέτι πρόσθετε. Καὶ ὡς τῆς Κονσὸ δὲ θὰ τὸ γυπάει πιὰ ἔλεις χθει ποὺ ἐπανωπεριστοῦν ἀμεταβλήτως καὶ δὲν ἀναφοδαίῃ ἄλλο ἔφορμαβν. Οἱ δὰ τηρικῆς Ἑλπνσούτης δυσθέγονα φλου. φροσάζει, Οἱ ἀργαλοῖς Ἐλιπτωτίνος—σαρ πέντες μ᾽ αὐτὸ χάρι τοὺς πραγματικῆς ἀντι κατ᾽ δυσφάραντε καταφρονθέντε. Εἶνα λάμπει ἀφθόνια τὰ σὲ τὴς πόλεμοι χεῖρα φαίνεται. ᾽Αλλὰ πρὸ παντὸς εἶναι ἀπεφολίστη τὸν λίμνη σκάρπον τὰ ἀναβλισμοὺ τῶν κατὰ τεχρὰ τῆς ζευτήρα—αὐτὸ τοὺς ἴδιον. πᾶς ἐπίστρεψει μιὰ μιὰ τοῦ χρόνον πὸν ἐργατικὴ τάξη ἀφύπνηση τις νὰ διαδύα-τι γιὰ ὠρίσος χρει. <box>297 564 518 832</box>
divider <box>1037 178 1521 180</box>
banner-decoration-right-icon <box>533 76 536 104</box>
col3-byline: ΑΡΘΡΟΝ ΤΗΣ "ΟΥΜΑΝΙΤΕ" <box>706 217 849 228</box>
col5b-paragraph: Ἡ Νομαρχία Θεσσαλονίκης, ἐκπρο-λοῦσα διαταγῆς τῆς Κυβερνήσεως κα πρὸς ἀντιωμάτων κατακολήθηκεν ὑπὲρ ἐργατικοῦ ἐργαλοστῶν, ψηφίσμα ὑπὲρ τῶν ἀργανισμῶν Συμβουλίου ἔξῃς-σῶν αὐτὸν διὰ σῆς πληροφρίν τοῦ ἐπι-νῶν τῶν γραφείων τῶν Ἐργατικῶν ἐρ γασκελθοῦν ἀπὸ κονδυλίων. <box>1037 574 1271 636</box>
col1-paragraph: — Μὰ ! Καὶ ποίον ἔχουμε ἀνάγκη ! Πείσις σπῆμαι τὰ μὲς μαλέγει ἐμᾶς... <box>43 520 280 544</box>
